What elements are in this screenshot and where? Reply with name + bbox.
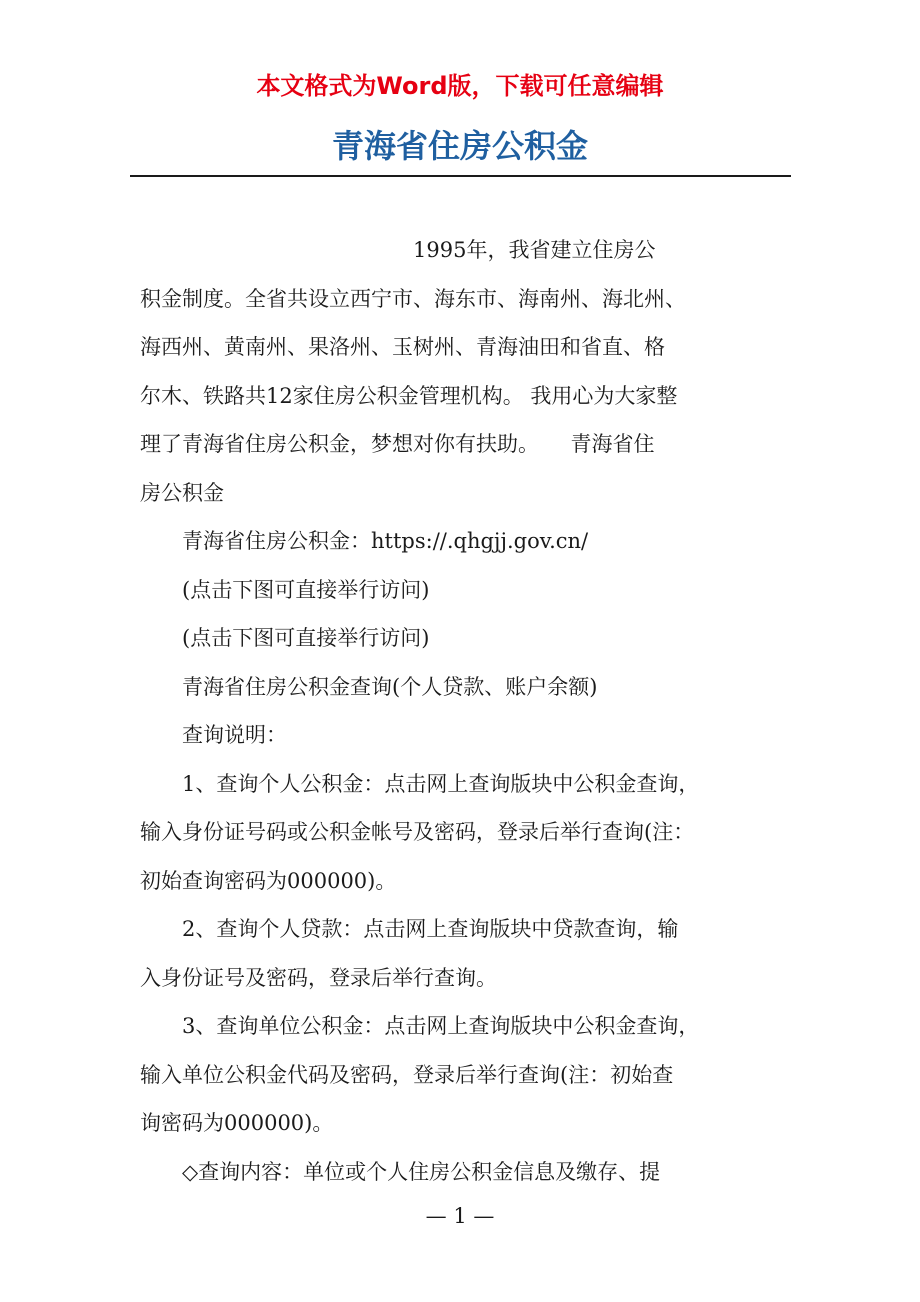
body-line: 3、查询单位公积金：点击网上查询版块中公积金查询， bbox=[140, 1014, 700, 1038]
body-line: ◇查询内容：单位或个人住房公积金信息及缴存、提 bbox=[140, 1159, 661, 1184]
body-line: 输入身份证号码或公积金帐号及密码，登录后举行查询(注： bbox=[140, 820, 695, 844]
section-heading: 青海省住房公积金查询(个人贷款、账户余额) bbox=[140, 674, 598, 699]
body-line: (点击下图可直接举行访问) bbox=[140, 577, 430, 602]
body-line: 查询说明： bbox=[140, 723, 287, 747]
document-title: 青海省住房公积金 bbox=[331, 127, 588, 165]
body-line: 询密码为000000)。 bbox=[140, 1111, 334, 1135]
website-url-line[interactable]: 青海省住房公积金：https://.qhgjj.gov.cn/ bbox=[140, 529, 589, 553]
body-line: 1、查询个人公积金：点击网上查询版块中公积金查询， bbox=[140, 771, 700, 796]
page-number: — 1 — bbox=[425, 1204, 495, 1228]
body-line: (点击下图可直接举行访问) bbox=[140, 626, 430, 650]
title-divider bbox=[130, 175, 791, 177]
body-line: 海西州、黄南州、果洛州、玉树州、青海油田和省直、格 bbox=[140, 335, 665, 359]
body-line: 入身份证号及密码，登录后举行查询。 bbox=[140, 965, 497, 990]
body-line: 积金制度。全省共设立西宁市、海东市、海南州、海北州、 bbox=[140, 286, 686, 311]
body-line: 理了青海省住房公积金，梦想对你有扶助。 青海省住 bbox=[140, 432, 655, 456]
body-line: 初始查询密码为000000)。 bbox=[140, 868, 397, 893]
body-line: 2、查询个人贷款：点击网上查询版块中贷款查询，输 bbox=[140, 917, 679, 941]
format-notice: 本文格式为Word版，下载可任意编辑 bbox=[256, 72, 664, 100]
body-line: 输入单位公积金代码及密码，登录后举行查询(注：初始查 bbox=[140, 1062, 674, 1087]
document-body bbox=[140, 226, 782, 1196]
body-line: 房公积金 bbox=[140, 480, 224, 505]
body-line: 1995年，我省建立住房公 bbox=[140, 238, 656, 262]
body-line: 尔木、铁路共12家住房公积金管理机构。 我用心为大家整 bbox=[140, 383, 678, 408]
